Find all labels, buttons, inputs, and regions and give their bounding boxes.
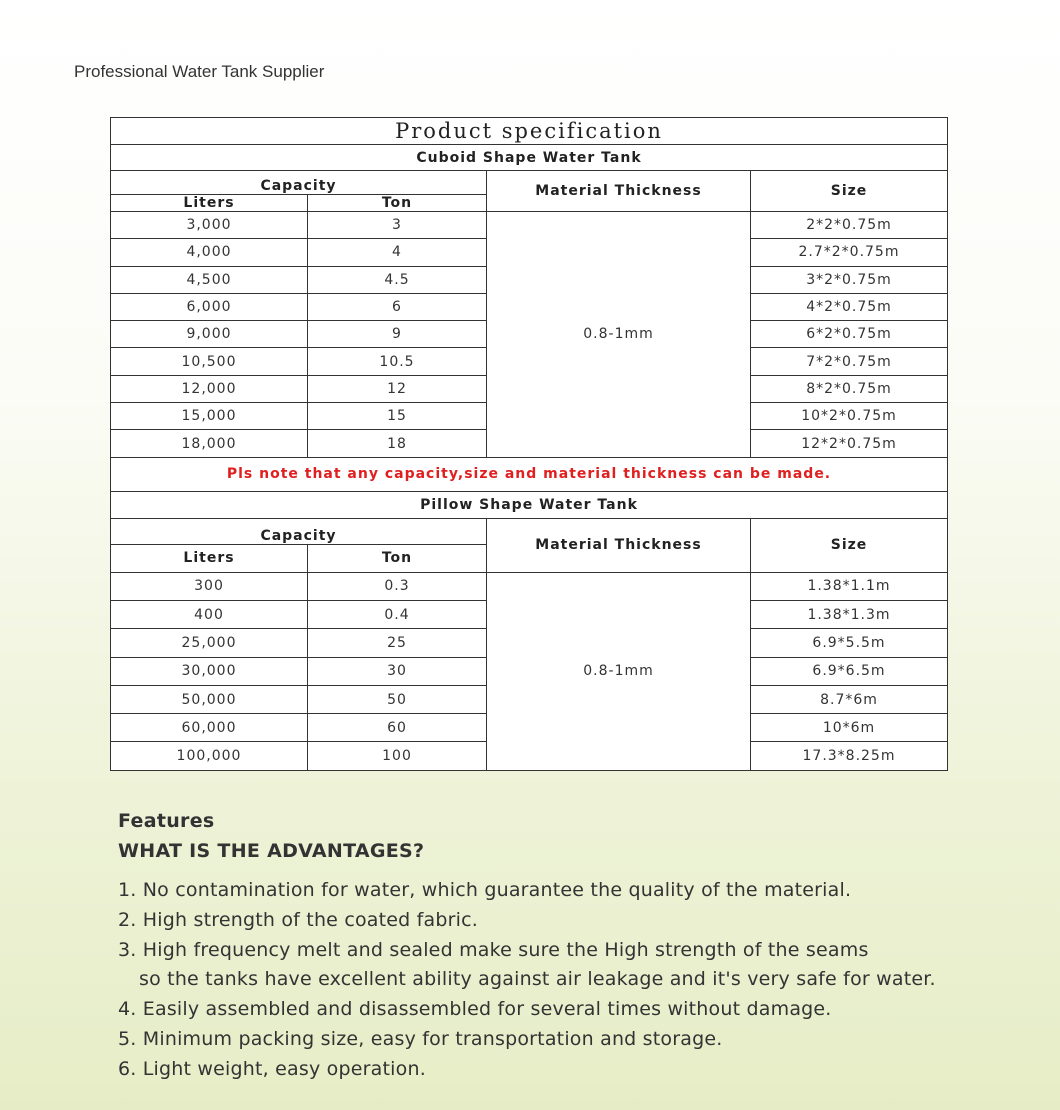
liters-cell: 4,000 [111, 239, 308, 266]
liters-cell: 18,000 [111, 430, 308, 457]
features-heading: Features [118, 810, 215, 832]
size-cell: 2.7*2*0.75m [751, 239, 948, 266]
cuboid-heading: Cuboid Shape Water Tank [111, 145, 948, 171]
ton-cell: 4 [308, 239, 487, 266]
list-item: 5. Minimum packing size, easy for transportation and storage. [118, 1027, 723, 1050]
size-cell: 17.3*8.25m [751, 742, 948, 770]
liters-cell: 50,000 [111, 685, 308, 713]
features-section [118, 810, 936, 1085]
liters-cell: 30,000 [111, 657, 308, 685]
table-row [111, 572, 948, 600]
liters-cell: 4,500 [111, 266, 308, 293]
list-item: 3. High frequency melt and sealed make sure the High strength of the seams [118, 938, 869, 961]
size-cell: 8.7*6m [751, 685, 948, 713]
cuboid-liters-header: Liters [111, 195, 308, 212]
custom-note: Pls note that any capacity,size and material thickness can be made. [111, 457, 948, 491]
pillow-thickness-header: Material Thickness [487, 518, 751, 572]
size-cell: 2*2*0.75m [751, 212, 948, 239]
liters-cell: 12,000 [111, 375, 308, 402]
liters-cell: 300 [111, 572, 308, 600]
pillow-capacity-header: Capacity [111, 518, 487, 544]
ton-cell: 0.3 [308, 572, 487, 600]
ton-cell: 0.4 [308, 600, 487, 628]
list-item: 1. No contamination for water, which guarantee the quality of the material. [118, 879, 852, 901]
ton-cell: 4.5 [308, 266, 487, 293]
ton-cell: 50 [308, 685, 487, 713]
cuboid-capacity-header: Capacity [111, 171, 487, 195]
ton-cell: 12 [308, 375, 487, 402]
liters-cell: 15,000 [111, 403, 308, 430]
liters-cell: 6,000 [111, 293, 308, 320]
list-item: 4. Easily assembled and disassembled for several times without damage. [118, 998, 832, 1021]
liters-cell: 100,000 [111, 742, 308, 770]
spec-title: Product specification [111, 118, 948, 145]
cuboid-thickness-value: 0.8-1mm [487, 212, 751, 458]
size-cell: 1.38*1.1m [751, 572, 948, 600]
ton-cell: 25 [308, 629, 487, 657]
liters-cell: 25,000 [111, 629, 308, 657]
cuboid-thickness-header: Material Thickness [487, 171, 751, 212]
size-cell: 12*2*0.75m [751, 430, 948, 457]
liters-cell: 60,000 [111, 714, 308, 742]
pillow-heading: Pillow Shape Water Tank [111, 491, 948, 518]
advantages-heading: WHAT IS THE ADVANTAGES? [118, 840, 425, 862]
size-cell: 6*2*0.75m [751, 321, 948, 348]
table-row [111, 212, 948, 239]
ton-cell: 10.5 [308, 348, 487, 375]
ton-cell: 30 [308, 657, 487, 685]
size-cell: 3*2*0.75m [751, 266, 948, 293]
size-cell: 10*2*0.75m [751, 403, 948, 430]
ton-cell: 9 [308, 321, 487, 348]
ton-cell: 15 [308, 403, 487, 430]
supplier-tagline: Professional Water Tank Supplier [74, 62, 325, 81]
liters-cell: 9,000 [111, 321, 308, 348]
cuboid-ton-header: Ton [308, 195, 487, 212]
list-item: 2. High strength of the coated fabric. [118, 908, 479, 931]
size-cell: 10*6m [751, 714, 948, 742]
size-cell: 6.9*5.5m [751, 629, 948, 657]
pillow-size-header: Size [751, 518, 948, 572]
list-item: 6. Light weight, easy operation. [118, 1057, 426, 1080]
ton-cell: 3 [308, 212, 487, 239]
liters-cell: 400 [111, 600, 308, 628]
ton-cell: 60 [308, 714, 487, 742]
size-cell: 8*2*0.75m [751, 375, 948, 402]
ton-cell: 100 [308, 742, 487, 770]
size-cell: 6.9*6.5m [751, 657, 948, 685]
ton-cell: 6 [308, 293, 487, 320]
size-cell: 4*2*0.75m [751, 293, 948, 320]
size-cell: 7*2*0.75m [751, 348, 948, 375]
pillow-thickness-value: 0.8-1mm [487, 572, 751, 770]
cuboid-size-header: Size [751, 171, 948, 212]
liters-cell: 10,500 [111, 348, 308, 375]
spec-table [110, 117, 948, 771]
ton-cell: 18 [308, 430, 487, 457]
size-cell: 1.38*1.3m [751, 600, 948, 628]
pillow-ton-header: Ton [308, 544, 487, 572]
liters-cell: 3,000 [111, 212, 308, 239]
list-item-continuation: so the tanks have excellent ability against air leakage and it's very safe for water. [139, 968, 936, 991]
pillow-liters-header: Liters [111, 544, 308, 572]
